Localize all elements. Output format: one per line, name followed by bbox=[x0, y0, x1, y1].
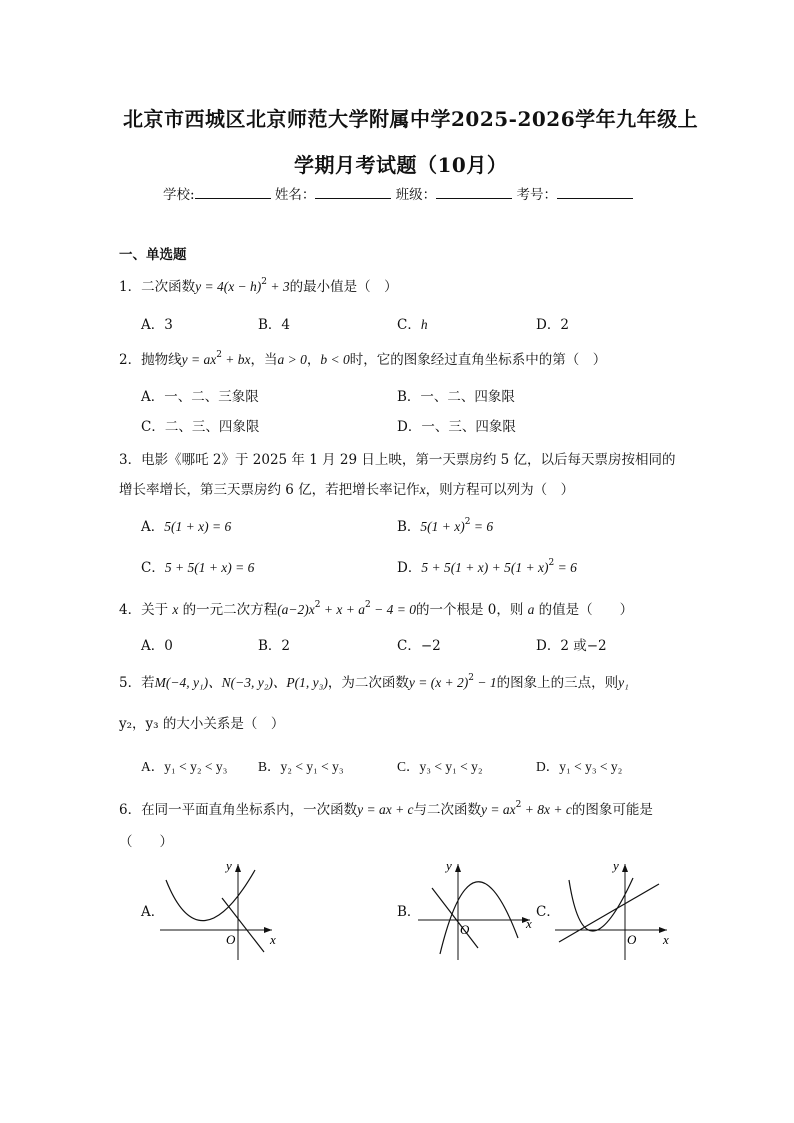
option-label: B． bbox=[397, 519, 421, 535]
y-label: y bbox=[226, 858, 232, 873]
info-fields bbox=[163, 183, 633, 203]
math-expr: h bbox=[420, 317, 428, 332]
section-title: 一、单选题 bbox=[119, 247, 187, 263]
question-5-line2: y₂，y₃ 的大小关系是（ ） bbox=[119, 716, 285, 732]
class-field[interactable] bbox=[436, 186, 512, 199]
question-text: 时，它的图象经过直角坐标系中的第（ ） bbox=[349, 352, 607, 368]
math-expr: (a−2)x bbox=[277, 602, 315, 617]
exam-number-label: 考号： bbox=[516, 187, 557, 203]
exponent: 2 bbox=[515, 800, 522, 810]
graph-c[interactable] bbox=[555, 858, 675, 960]
question-text: 的图象可能是 bbox=[571, 802, 653, 818]
option-d[interactable]: D．2 bbox=[536, 317, 569, 333]
class-label: 班级： bbox=[395, 187, 437, 203]
question-text: 的一个根是 0，则 bbox=[415, 602, 528, 618]
origin-label: O bbox=[460, 922, 470, 937]
option-c[interactable]: C．二、三、四象限 bbox=[141, 419, 260, 435]
option-a[interactable]: A．一、二、三象限 bbox=[141, 389, 259, 405]
math-expr: y = (x + 2) bbox=[408, 675, 469, 690]
page-title: 北京市西城区北京师范大学附属中学2025-2026学年九年级上 bbox=[123, 107, 699, 131]
math-expr: − 4 = 0 bbox=[370, 602, 416, 617]
option-a[interactable] bbox=[141, 515, 231, 535]
option-d[interactable] bbox=[397, 556, 577, 576]
math-expr: 5(1 + x) bbox=[420, 519, 465, 534]
origin-label: O bbox=[226, 932, 236, 947]
option-b[interactable]: B．4 bbox=[258, 317, 291, 333]
math-expr: 5 + 5(1 + x) + 5(1 + x) bbox=[421, 560, 549, 575]
graph-b[interactable] bbox=[418, 858, 543, 960]
option-c[interactable]: C．y₃ < y₁ < y₂ bbox=[397, 759, 483, 774]
exponent: 2 bbox=[464, 517, 471, 527]
option-a[interactable]: A．y₁ < y₂ < y₃ bbox=[141, 759, 228, 774]
question-text: ， bbox=[306, 352, 321, 368]
math-expr: y = ax bbox=[481, 802, 516, 817]
school-field[interactable] bbox=[195, 186, 271, 199]
option-label: C． bbox=[397, 317, 421, 333]
math-expr: y = ax bbox=[181, 352, 217, 367]
question-text: 抛物线 bbox=[141, 352, 182, 368]
name-label: 姓名： bbox=[274, 187, 316, 203]
question-text: 4．关于 bbox=[119, 602, 173, 618]
option-d[interactable]: D．一、三、四象限 bbox=[397, 419, 516, 435]
parabola bbox=[440, 882, 518, 954]
option-d[interactable]: D．y₁ < y₃ < y₂ bbox=[536, 759, 623, 774]
option-a[interactable]: A．3 bbox=[141, 317, 173, 333]
exponent: 2 bbox=[216, 350, 222, 360]
math-expr: = 6 bbox=[470, 519, 494, 534]
y-arrow-icon bbox=[455, 864, 461, 872]
option-a[interactable]: A．0 bbox=[141, 638, 173, 654]
question-text: ，则方程可以列为（ ） bbox=[425, 482, 575, 498]
exam-number-field[interactable] bbox=[557, 186, 633, 199]
option-label: A． bbox=[141, 519, 165, 535]
question-text: 二次函数 bbox=[141, 279, 196, 295]
option-c[interactable]: C． bbox=[536, 904, 560, 920]
question-6-line2: （ ） bbox=[119, 834, 173, 850]
option-a[interactable]: A． bbox=[141, 904, 165, 920]
option-c[interactable]: C．−2 bbox=[397, 638, 441, 654]
question-text: 的图象上的三点，则 bbox=[496, 675, 619, 691]
math-expr: − 1 bbox=[474, 675, 497, 690]
x-label: x bbox=[663, 932, 669, 947]
question-number: 1． bbox=[119, 279, 142, 295]
exponent: 2 bbox=[261, 277, 268, 287]
option-c[interactable] bbox=[397, 313, 428, 333]
math-expr: 5(1 + x) = 6 bbox=[164, 519, 232, 534]
question-text: ，当 bbox=[250, 352, 278, 368]
option-b[interactable]: B．y₂ < y₁ < y₃ bbox=[258, 759, 344, 774]
question-text: 的值是（ ） bbox=[534, 602, 634, 618]
question-4 bbox=[119, 598, 633, 618]
question-text: 的最小值是（ ） bbox=[289, 279, 398, 295]
math-expr: y = 4(x − h) bbox=[195, 279, 262, 294]
math-expr: a > 0 bbox=[277, 352, 307, 367]
option-b[interactable]: B．一、二、四象限 bbox=[397, 389, 515, 405]
math-expr: = 6 bbox=[554, 560, 577, 575]
option-b[interactable] bbox=[397, 515, 493, 535]
math-expr: + x + a bbox=[320, 602, 365, 617]
question-text: 的一元二次方程 bbox=[178, 602, 278, 618]
exponent: 2 bbox=[468, 673, 475, 683]
y-arrow-icon bbox=[235, 864, 241, 872]
question-text: 5．若 bbox=[119, 675, 155, 691]
question-6 bbox=[119, 798, 653, 818]
x-label: x bbox=[270, 932, 276, 947]
math-var: a bbox=[527, 602, 535, 617]
graph-a[interactable] bbox=[160, 858, 280, 960]
option-b[interactable]: B．2 bbox=[258, 638, 291, 654]
parabola bbox=[166, 870, 255, 921]
school-label: 学校: bbox=[163, 187, 195, 203]
line bbox=[432, 888, 478, 948]
question-number: 2． bbox=[119, 352, 142, 368]
option-b[interactable]: B． bbox=[397, 904, 421, 920]
option-c[interactable] bbox=[141, 556, 254, 576]
question-5 bbox=[119, 671, 629, 691]
name-field[interactable] bbox=[315, 186, 391, 199]
option-d[interactable]: D．2 或−2 bbox=[536, 638, 607, 654]
math-expr: + bx bbox=[221, 352, 251, 367]
math-var: y₁ bbox=[618, 675, 629, 690]
math-expr: + 3 bbox=[267, 279, 290, 294]
math-expr: + 8x + c bbox=[521, 802, 572, 817]
question-text: 6．在同一平面直角坐标系内，一次函数 bbox=[119, 802, 358, 818]
math-expr: 5 + 5(1 + x) = 6 bbox=[164, 560, 255, 575]
math-expr: y = ax + c bbox=[357, 802, 414, 817]
x-label: x bbox=[526, 916, 532, 931]
question-3: 3．电影《哪吒 2》于 2025 年 1 月 29 日上映，第一天票房约 5 亿，以后每天票房按相同的 bbox=[119, 452, 676, 468]
y-label: y bbox=[446, 858, 452, 873]
exponent: 2 bbox=[364, 600, 371, 610]
option-label: C． bbox=[141, 560, 165, 576]
line bbox=[559, 884, 659, 942]
exponent: 2 bbox=[314, 600, 321, 610]
option-label: D． bbox=[397, 560, 422, 576]
exponent: 2 bbox=[548, 558, 555, 568]
y-arrow-icon bbox=[622, 864, 628, 872]
math-expr: M(−4, y₁)、N(−3, y₂)、P(1, y₃) bbox=[154, 675, 328, 690]
question-3-line2 bbox=[119, 478, 574, 498]
y-label: y bbox=[613, 858, 619, 873]
question-2 bbox=[119, 348, 606, 368]
question-text: ，为二次函数 bbox=[327, 675, 409, 691]
question-text: 与二次函数 bbox=[413, 802, 482, 818]
math-var: x bbox=[419, 482, 426, 497]
page-title-line2: 学期月考试题（10月） bbox=[294, 153, 508, 177]
question-1 bbox=[119, 275, 398, 295]
origin-label: O bbox=[627, 932, 637, 947]
math-expr: b < 0 bbox=[320, 352, 350, 367]
question-text: 增长率增长，第三天票房约 6 亿，若把增长率记作 bbox=[119, 482, 420, 498]
math-var: x bbox=[172, 602, 179, 617]
